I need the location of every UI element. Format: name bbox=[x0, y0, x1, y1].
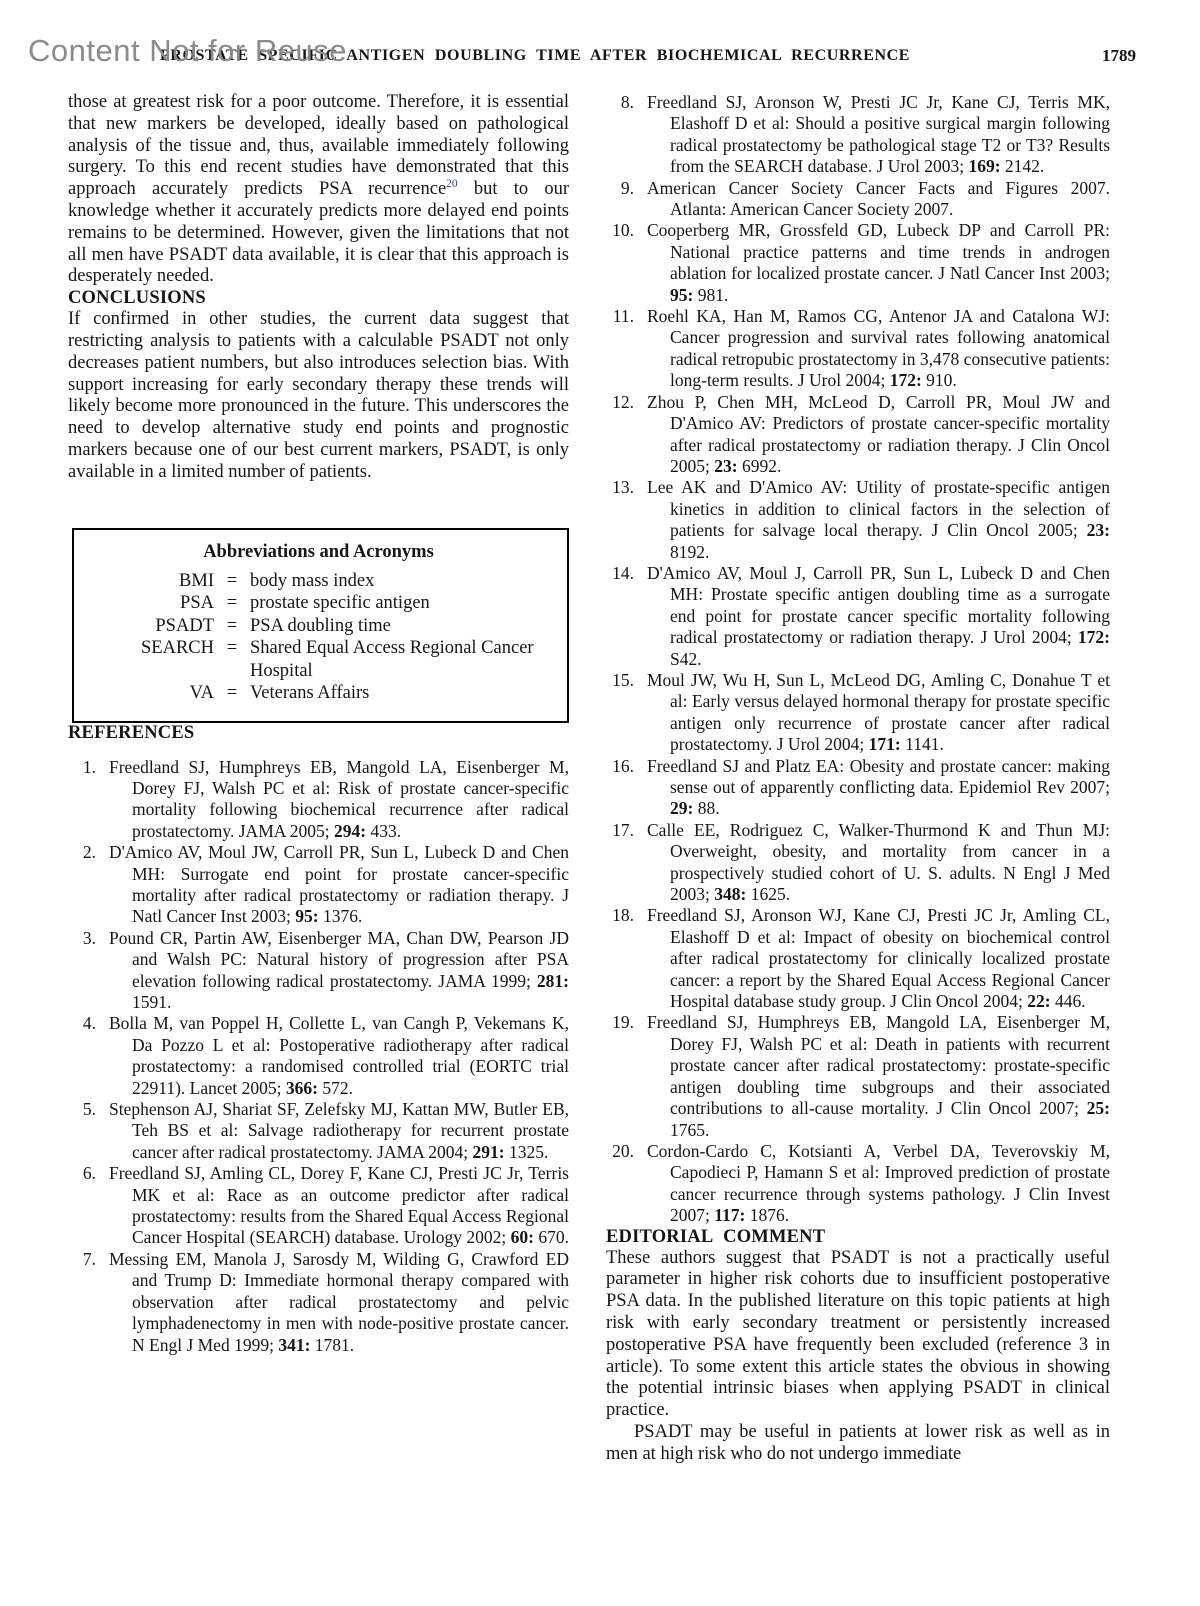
reference-volume: 169: bbox=[968, 156, 1001, 177]
reference-pages: 433. bbox=[366, 820, 402, 841]
conclusions-paragraph: If confirmed in other studies, the current data suggest that restricting analysis to patients with a calculable PSADT not only decreases patient numbers, but also introduces selection bias. With support increasing for early secondary therapy these trends will likely become more pronounced in the future. This underscores the need to develop alternative study end points and prognostic markers because one of our best current markers, PSADT, is only available in a limited number of patients. bbox=[68, 309, 569, 482]
reference-text: Messing EM, Manola J, Sarosdy M, Wilding G, Crawford ED and Trump D: Immediate hormonal therapy compared with observation after radical prostatectomy and pelvic lymphadenectomy in men with node-positive prostate cancer. N Engl J Med 1999; bbox=[109, 1248, 569, 1355]
reference-pages: 88. bbox=[693, 798, 720, 819]
reference-pages: 1141. bbox=[900, 734, 944, 755]
reference-volume: 171: bbox=[868, 734, 901, 755]
reference-number: 3. bbox=[82, 927, 96, 948]
reference-item bbox=[606, 477, 1110, 563]
reference-item bbox=[606, 1012, 1110, 1140]
reference-pages: 572. bbox=[317, 1077, 353, 1098]
reference-text: Freedland SJ, Humphreys EB, Mangold LA, Eisenberger M, Dorey FJ, Walsh PC et al: Risk of prostate cancer-specific mortality following biochemical recurrence after radical prostatectomy. JAMA 2005; bbox=[109, 756, 569, 841]
conclusions-heading: CONCLUSIONS bbox=[68, 288, 206, 309]
abbreviation-definition: PSA doubling time bbox=[250, 615, 391, 636]
references-heading: REFERENCES bbox=[68, 722, 195, 743]
page-number: 1789 bbox=[1102, 46, 1136, 65]
reference-volume: 29: bbox=[670, 798, 694, 819]
reference-volume: 95: bbox=[670, 284, 694, 305]
reference-volume: 172: bbox=[1077, 627, 1110, 648]
equals-sign: = bbox=[226, 593, 238, 614]
references-list-left bbox=[68, 757, 569, 1356]
reference-text: Lee AK and D'Amico AV: Utility of prostate-specific antigen kinetics in addition to clinical factors in the selection of patients for salvage local therapy. J Clin Oncol 2005; bbox=[647, 477, 1110, 541]
reference-text: Freedland SJ, Amling CL, Dorey F, Kane CJ, Presti JC Jr, Terris MK et al: Race as an outcome predictor after radical prostatectomy: results from the Shared Equal Access Regional Cancer Hospital (SEARCH) database. Urology 2002; bbox=[109, 1163, 569, 1248]
reference-number: 5. bbox=[82, 1099, 96, 1120]
intro-text-before-citation: those at greatest risk for a poor outcome. Therefore, it is essential that new markers be developed, ideally based on pathological analysis of the tissue and, thus, available immediately following surgery. To this end recent studies have demonstrated that this approach accurately predicts PSA recurrence bbox=[68, 92, 569, 200]
reference-item bbox=[606, 905, 1110, 1012]
reference-number: 4. bbox=[82, 1013, 96, 1034]
reference-item bbox=[68, 1249, 569, 1356]
right-column bbox=[606, 92, 1110, 1466]
reference-number: 11. bbox=[612, 306, 634, 327]
left-column bbox=[68, 92, 569, 1466]
reference-number: 2. bbox=[82, 842, 96, 863]
reference-number: 15. bbox=[612, 669, 634, 690]
reference-item bbox=[68, 842, 569, 928]
reference-volume: 60: bbox=[510, 1227, 534, 1248]
reference-item bbox=[606, 756, 1110, 820]
abbreviation-definition: prostate specific antigen bbox=[250, 593, 430, 614]
reference-item bbox=[68, 1013, 569, 1099]
reference-item bbox=[606, 563, 1110, 670]
reference-volume: 348: bbox=[714, 884, 747, 905]
abbreviation-row bbox=[84, 592, 553, 615]
reference-text: Stephenson AJ, Shariat SF, Zelefsky MJ, Kattan MW, Butler EB, Teh BS et al: Salvage radiotherapy for recurrent prostate cancer after radical prostatectomy. JAMA 2004; bbox=[109, 1099, 569, 1162]
editorial-comment-heading: EDITORIAL COMMENT bbox=[606, 1226, 826, 1247]
reference-pages: 2142. bbox=[1000, 156, 1045, 177]
reference-pages: 1765. bbox=[670, 1119, 710, 1140]
reference-item bbox=[606, 92, 1110, 178]
abbreviation-row bbox=[84, 615, 553, 638]
reference-text: Freedland SJ, Aronson W, Presti JC Jr, Kane CJ, Terris MK, Elashoff D et al: Should a positive surgical margin following radical prostatectomy be pathological stage T2 or T3? Results from the SEARCH database. J Urol 2003; bbox=[647, 92, 1110, 177]
reference-number: 7. bbox=[82, 1248, 96, 1269]
reference-number: 8. bbox=[620, 92, 634, 112]
reference-pages: 670. bbox=[533, 1227, 569, 1248]
reference-volume: 95: bbox=[295, 906, 319, 927]
reference-volume: 291: bbox=[472, 1141, 505, 1162]
reference-text: D'Amico AV, Moul J, Carroll PR, Sun L, Lubeck D and Chen MH: Prostate specific antigen doubling time as a surrogate end point for prostate cancer specific mortality following radical prostatectomy or radiation therapy. J Urol 2004; bbox=[647, 562, 1110, 648]
abbreviation-definition: Shared Equal Access Regional Cancer Hospital bbox=[250, 638, 534, 681]
reference-volume: 117: bbox=[714, 1205, 746, 1226]
abbreviation-row bbox=[84, 682, 553, 705]
reference-item bbox=[606, 670, 1110, 756]
reference-volume: 341: bbox=[278, 1334, 311, 1355]
abbreviations-box bbox=[72, 528, 569, 723]
reference-pages: 1781. bbox=[310, 1334, 355, 1355]
two-column-layout bbox=[68, 92, 1110, 1466]
reference-item bbox=[68, 1099, 569, 1163]
reference-number: 9. bbox=[620, 177, 634, 198]
reference-number: 16. bbox=[612, 755, 634, 776]
equals-sign: = bbox=[226, 683, 238, 704]
reference-volume: 23: bbox=[714, 455, 738, 476]
reference-volume: 294: bbox=[334, 820, 367, 841]
reference-volume: 366: bbox=[285, 1077, 318, 1098]
reference-text: Calle EE, Rodriguez C, Walker-Thurmond K and Thun MJ: Overweight, obesity, and mortality from cancer in a prospectively studied cohort of U. S. adults. N Engl J Med 2003; bbox=[647, 819, 1110, 905]
reference-item bbox=[606, 178, 1110, 221]
equals-sign: = bbox=[226, 570, 238, 591]
reference-item bbox=[606, 1141, 1110, 1227]
reference-text: Freedland SJ, Aronson WJ, Kane CJ, Presti JC Jr, Amling CL, Elashoff D et al: Impact of obesity on biochemical control after radical prostatectomy for clinically localized prostate cancer: a report by the Shared Equal Access Regional Cancer Hospital database study group. J Clin Oncol 2004; bbox=[647, 905, 1110, 1012]
reference-item bbox=[68, 928, 569, 1014]
reference-text: Freedland SJ, Humphreys EB, Mangold LA, Eisenberger M, Dorey FJ, Walsh PC et al: Death in patients with recurrent prostate cancer after radical prostatectomy: prostate-specific antigen doubling time subgroups and their associated contributions to all-cause mortality. J Clin Oncol 2007; bbox=[647, 1012, 1110, 1119]
running-head-title: PROSTATE SPECIFIC ANTIGEN DOUBLING TIME AFTER BIOCHEMICAL RECURRENCE bbox=[159, 47, 911, 64]
reference-item bbox=[606, 392, 1110, 478]
reference-pages: 6992. bbox=[737, 455, 782, 476]
reference-item bbox=[606, 820, 1110, 906]
reference-number: 14. bbox=[612, 562, 634, 583]
reference-pages: 1376. bbox=[318, 906, 363, 927]
intro-text-after-citation: but to our knowledge whether it accurately predicts more delayed end points remains to be determined. However, given the limitations that not all men have PSADT data available, it is clear that this approach is desperately needed. bbox=[68, 179, 569, 287]
reference-number: 13. bbox=[612, 477, 634, 498]
reference-number: 6. bbox=[82, 1163, 96, 1184]
reference-text: Pound CR, Partin AW, Eisenberger MA, Chan DW, Pearson JD and Walsh PC: Natural history of progression after PSA elevation following radical prostatectomy. JAMA 1999; bbox=[109, 927, 569, 991]
reference-text: D'Amico AV, Moul JW, Carroll PR, Sun L, Lubeck D and Chen MH: Surrogate end point for prostate cancer-specific mortality after radical prostatectomy or radiation therapy. J Natl Cancer Inst 2003; bbox=[109, 842, 569, 927]
reference-volume: 25: bbox=[1086, 1098, 1110, 1119]
abbreviation-definition: Veterans Affairs bbox=[250, 683, 370, 704]
reference-pages: S42. bbox=[670, 648, 702, 669]
reference-text: American Cancer Society Cancer Facts and Figures 2007. Atlanta: American Cancer Society 2007. bbox=[647, 177, 1110, 220]
reference-text: Freedland SJ and Platz EA: Obesity and prostate cancer: making sense out of apparently conflicting data. Epidemiol Rev 2007; bbox=[647, 755, 1110, 797]
references-list-right bbox=[606, 92, 1110, 1227]
reference-pages: 446. bbox=[1050, 991, 1086, 1012]
reference-item bbox=[606, 306, 1110, 392]
reference-text: Cooperberg MR, Grossfeld GD, Lubeck DP and Carroll PR: National practice patterns and time trends in androgen ablation for localized prostate cancer. J Natl Cancer Inst 2003; bbox=[647, 220, 1110, 284]
equals-sign: = bbox=[226, 638, 238, 659]
reference-pages: 1325. bbox=[504, 1141, 549, 1162]
abbreviation-term: BMI bbox=[179, 570, 214, 591]
abbreviation-term: SEARCH bbox=[141, 638, 214, 659]
reference-pages: 1876. bbox=[745, 1205, 790, 1226]
reference-volume: 172: bbox=[889, 370, 922, 391]
reference-number: 20. bbox=[612, 1140, 634, 1161]
reference-pages: 910. bbox=[921, 370, 957, 391]
reference-number: 1. bbox=[82, 756, 96, 777]
reference-number: 12. bbox=[612, 391, 634, 412]
abbreviation-term: PSA bbox=[180, 593, 214, 614]
abbreviation-term: VA bbox=[189, 683, 214, 704]
reference-text: Moul JW, Wu H, Sun L, McLeod DG, Amling C, Donahue T et al: Early versus delayed hormonal therapy for prostate specific antigen only recurrence of prostate cancer after radical prostatectomy. J Urol 2004; bbox=[647, 669, 1110, 755]
reference-text: Cordon-Cardo C, Kotsianti A, Verbel DA, Teverovskiy M, Capodieci P, Hamann S et al: Improved prediction of prostate cancer recurrence through systems pathology. J Clin Invest 2007; bbox=[647, 1140, 1110, 1226]
intro-paragraph bbox=[68, 92, 569, 288]
reference-number: 10. bbox=[612, 220, 634, 241]
abbreviation-row bbox=[84, 637, 553, 682]
abbreviation-row bbox=[84, 570, 553, 593]
abbreviation-term: PSADT bbox=[155, 615, 214, 636]
reference-number: 18. bbox=[612, 905, 634, 926]
abbreviations-title: Abbreviations and Acronyms bbox=[203, 541, 434, 562]
reference-item bbox=[606, 220, 1110, 306]
reference-pages: 981. bbox=[693, 284, 729, 305]
reference-pages: 8192. bbox=[670, 541, 710, 562]
content-not-for-reuse-watermark: Content Not for Reuse bbox=[28, 33, 347, 68]
reference-volume: 281: bbox=[536, 970, 569, 991]
reference-pages: 1591. bbox=[132, 992, 172, 1013]
reference-item bbox=[68, 757, 569, 843]
equals-sign: = bbox=[226, 615, 238, 636]
editorial-paragraph-2: PSADT may be useful in patients at lower risk as well as in men at high risk who do not undergo immediate bbox=[606, 1421, 1110, 1464]
editorial-paragraph-1: These authors suggest that PSADT is not a practically useful parameter in higher risk cohorts due to insufficient postoperative PSA data. In the published literature on this topic patients at high risk with early secondary treatment or persistently increased postoperative PSA have frequently been excluded (reference 3 in article). To some extent this article states the obvious in showing the potential intrinsic biases when applying PSADT in clinical practice. bbox=[606, 1247, 1110, 1421]
reference-text: Roehl KA, Han M, Ramos CG, Antenor JA and Catalona WJ: Cancer progression and survival rates following anatomical radical retropubic prostatectomy in 3,478 consecutive patients: long-term results. J Urol 2004; bbox=[647, 306, 1110, 391]
reference-volume: 23: bbox=[1086, 520, 1110, 541]
reference-text: Bolla M, van Poppel H, Collette L, van Cangh P, Vekemans K, Da Pozzo L et al: Postoperative radiotherapy after radical prostatectomy: a randomised controlled trial (EORTC trial 22911). Lancet 2005; bbox=[109, 1013, 569, 1098]
abbreviation-definition: body mass index bbox=[250, 570, 375, 591]
reference-number: 17. bbox=[612, 819, 634, 840]
reference-volume: 22: bbox=[1027, 991, 1051, 1012]
citation-link-20[interactable]: 20 bbox=[446, 178, 458, 191]
reference-text: Zhou P, Chen MH, McLeod D, Carroll PR, Moul JW and D'Amico AV: Predictors of prostate cancer-specific mortality after radical prostatectomy or radiation therapy. J Clin Oncol 2005; bbox=[647, 391, 1110, 476]
reference-item bbox=[68, 1163, 569, 1249]
reference-pages: 1625. bbox=[746, 884, 791, 905]
reference-number: 19. bbox=[612, 1012, 634, 1033]
